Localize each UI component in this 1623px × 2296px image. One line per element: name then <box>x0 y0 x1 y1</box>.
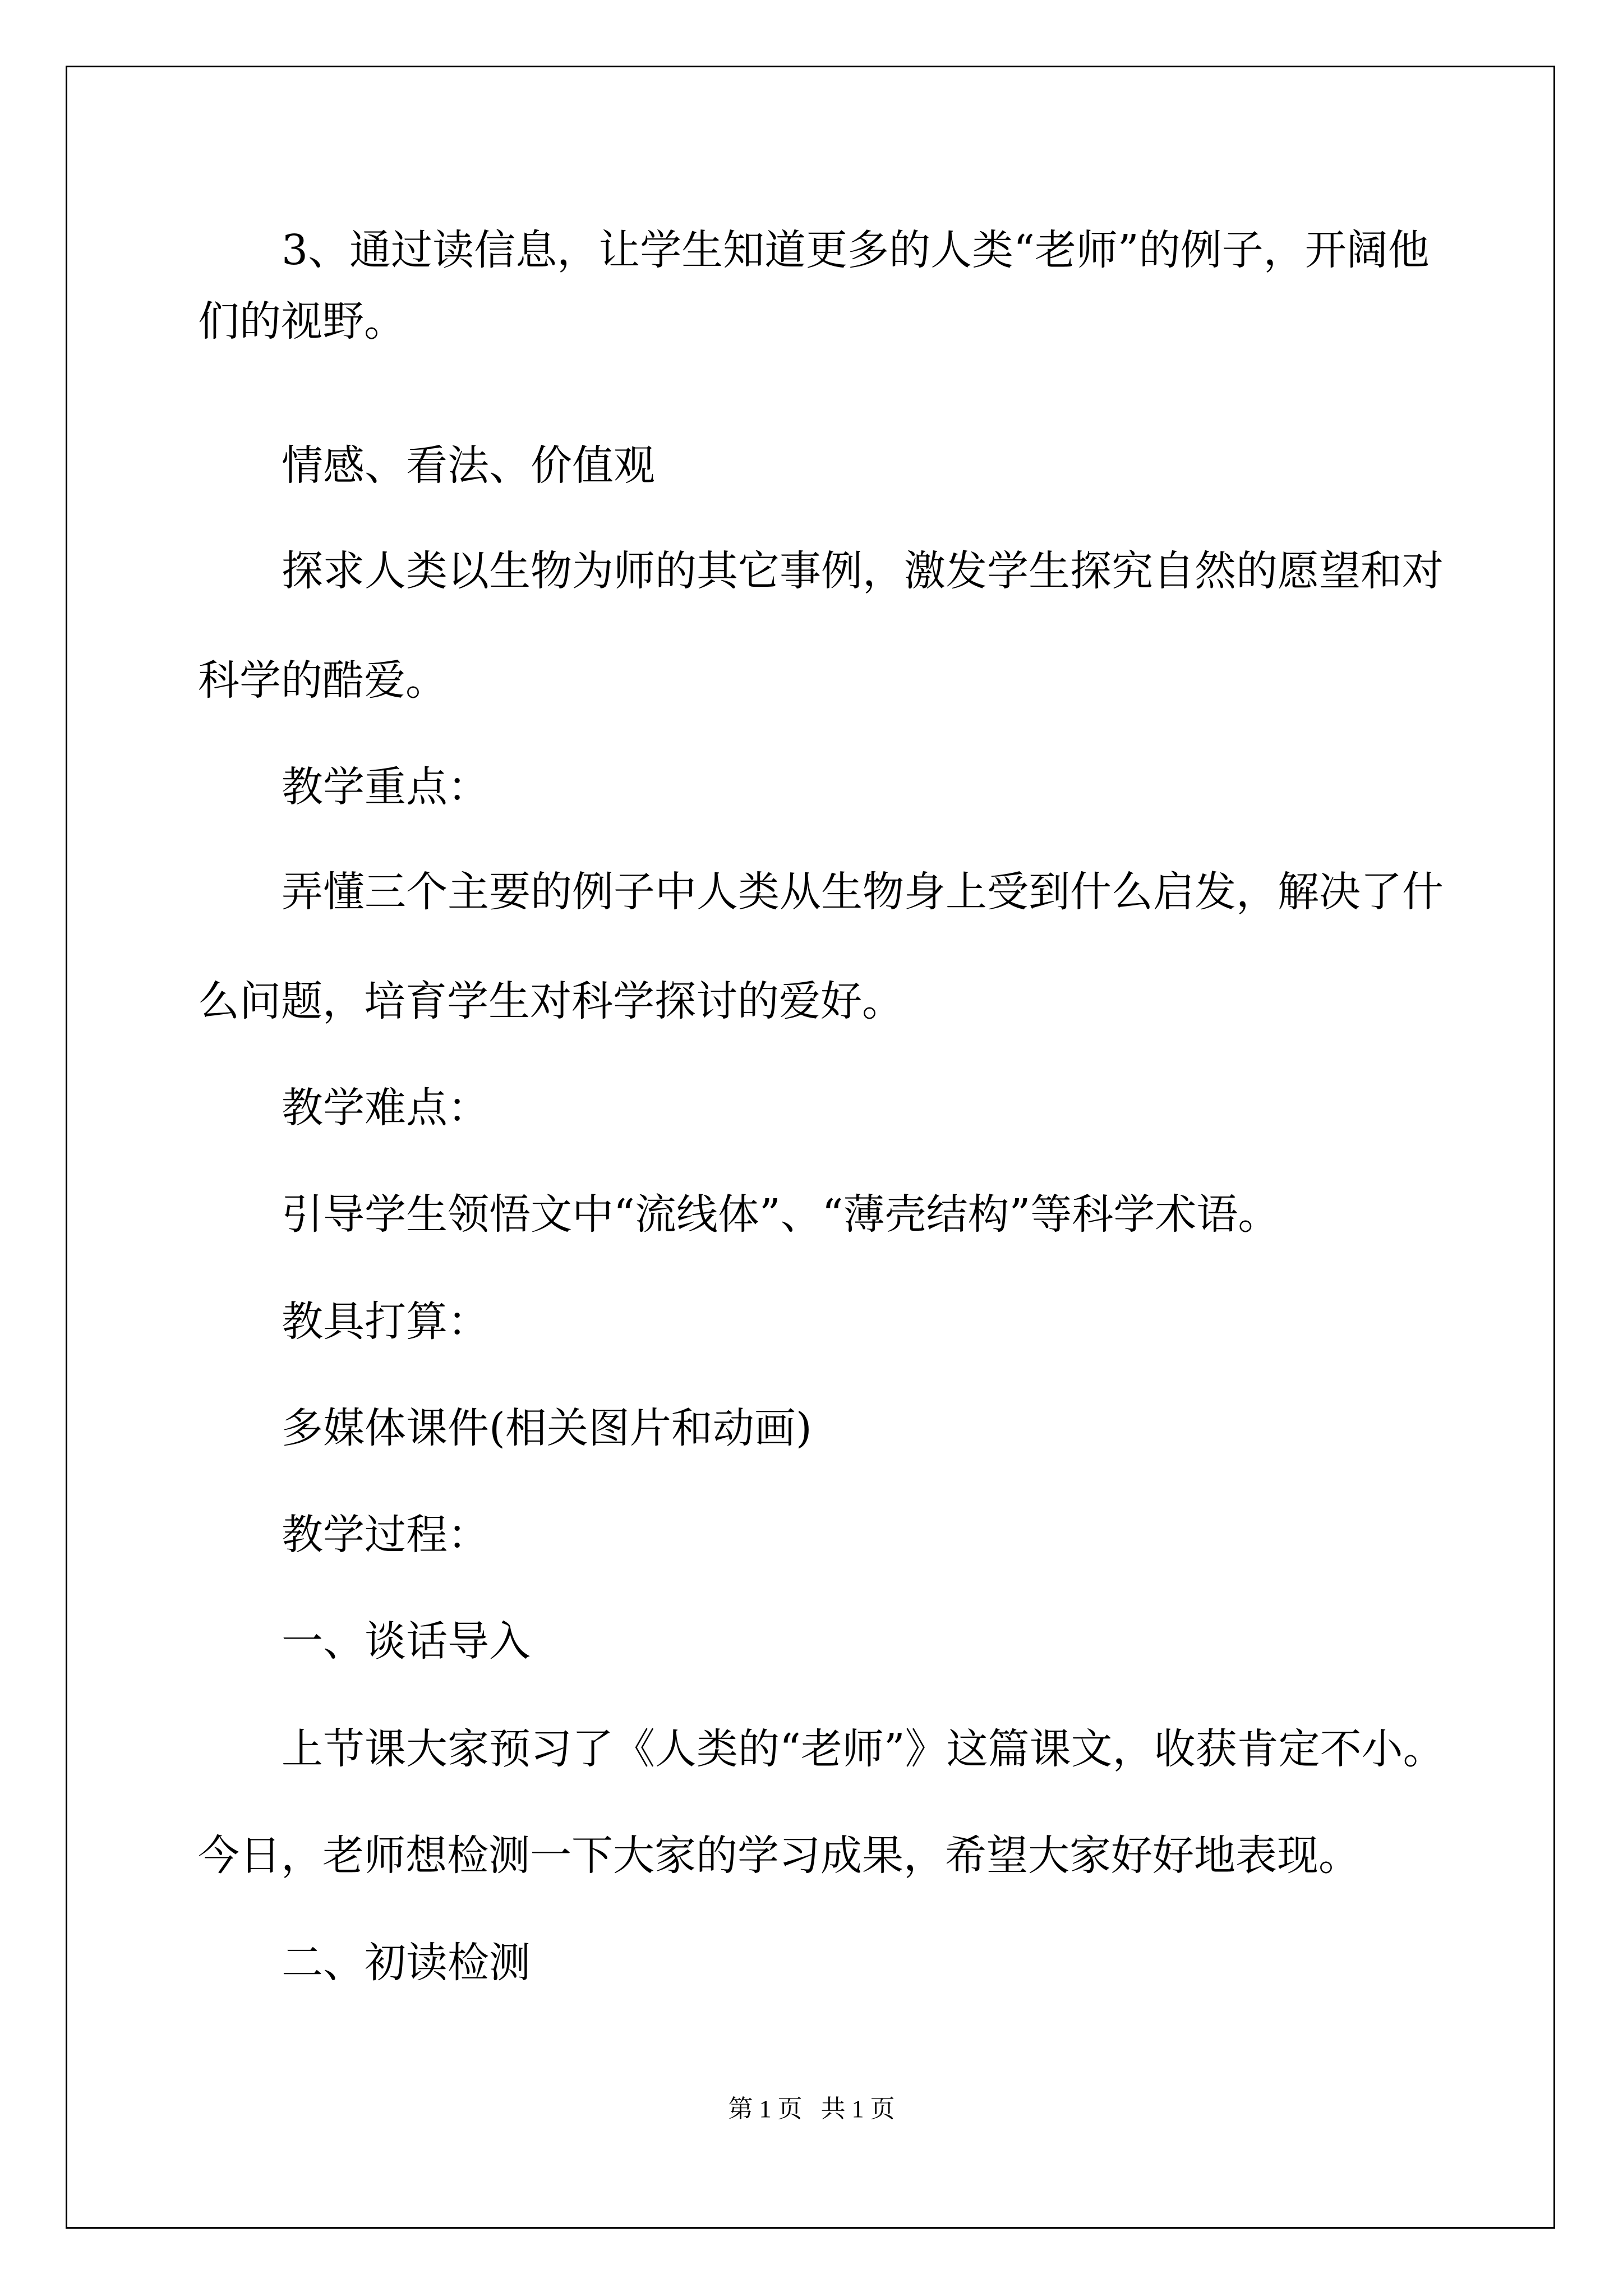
text-line: 3、通过读信息，让学生知道更多的人类“老师”的例子，开阔他 <box>282 226 1430 274</box>
page-border <box>66 66 1555 2229</box>
text-line: 上节课大家预习了《人类的“老师”》这篇课文，收获肯定不小。 <box>282 1725 1445 1773</box>
text-line: 探求人类以生物为师的其它事例，激发学生探究自然的愿望和对 <box>282 547 1444 595</box>
section-heading: 教学过程： <box>282 1511 489 1559</box>
text-line: 今日，老师想检测一下大家的学习成果，希望大家好好地表现。 <box>198 1832 1360 1880</box>
text-line: 引导学生领悟文中“流线体”、“薄壳结构”等科学术语。 <box>282 1190 1280 1239</box>
text-line: 弄懂三个主要的例子中人类从生物身上受到什么启发，解决了什 <box>282 868 1444 916</box>
text-line: 么问题，培育学生对科学探讨的爱好。 <box>198 977 903 1025</box>
section-heading: 教学难点： <box>282 1084 489 1132</box>
section-heading: 二、初读检测 <box>282 1939 531 1987</box>
text-line: 科学的酷爱。 <box>198 656 447 705</box>
section-heading: 情感、看法、价值观 <box>282 441 655 490</box>
section-heading: 教具打算： <box>282 1297 489 1346</box>
page-footer: 第 1 页 共 1 页 <box>728 2095 895 2123</box>
text-line: 们的视野。 <box>198 297 405 346</box>
text-line: 多媒体课件(相关图片和动画) <box>282 1404 812 1452</box>
section-heading: 教学重点： <box>282 763 489 811</box>
section-heading: 一、谈话导入 <box>282 1617 531 1665</box>
